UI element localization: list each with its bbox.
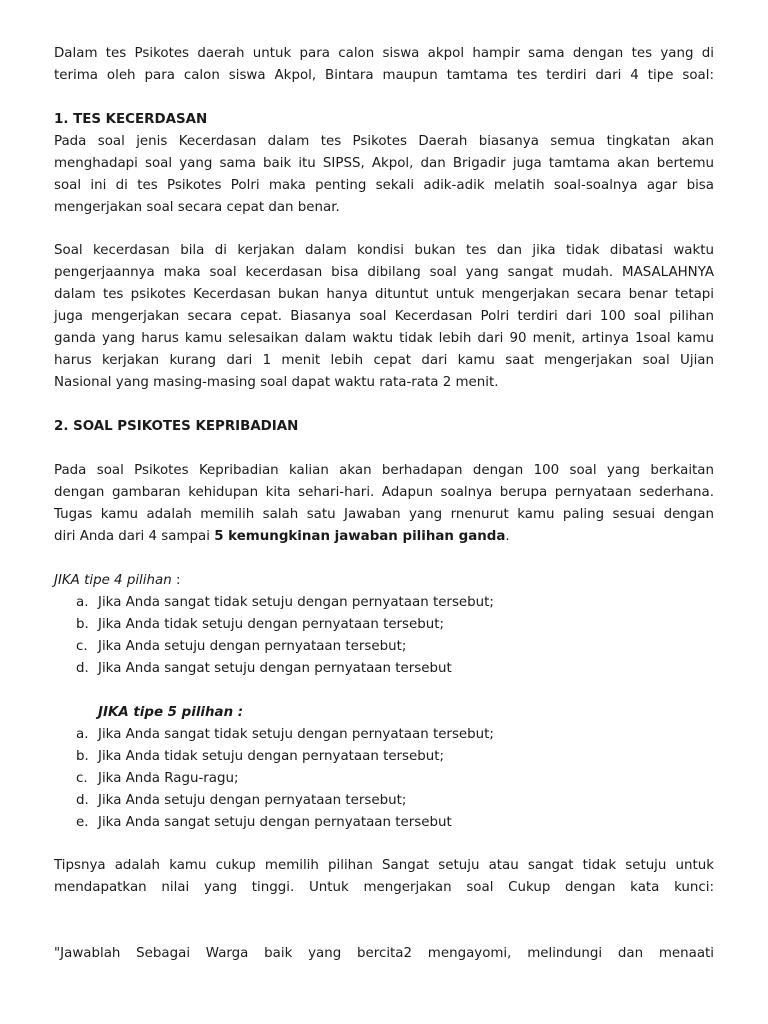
section-1-para2-line: pengerjaannya maka soal kecerdasan bisa dibilang soal yang sangat mudah. MASALAHNYA xyxy=(54,265,714,280)
tips-line: mendapatkan nilai yang tinggi. Untuk mengerjakan soal Cukup dengan kata kunci: xyxy=(54,880,714,895)
list-item-text: Jika Anda setuju dengan pernyataan tersebut; xyxy=(98,639,407,654)
section-1-para2-line: Nasional yang masing-masing soal dapat waktu rata-rata 2 menit. xyxy=(54,375,499,390)
tips-line: Tipsnya adalah kamu cukup memilih pilihan Sangat setuju atau sangat tidak setuju untuk xyxy=(54,858,714,873)
section-1-para2-line: harus kerjakan kurang dari 1 menit lebih cepat dari kamu saat mengerjakan soal Ujian xyxy=(54,353,714,368)
list-item-text: Jika Anda tidak setuju dengan pernyataan tersebut; xyxy=(98,749,445,764)
list-item-text: Jika Anda setuju dengan pernyataan tersebut; xyxy=(98,793,407,808)
list-item-text: Jika Anda Ragu-ragu; xyxy=(98,771,239,786)
section-2-heading: 2. SOAL PSIKOTES KEPRIBADIAN xyxy=(54,419,299,434)
section-1-para2-line: dalam tes psikotes Kecerdasan bukan hanya dituntut untuk mengerjakan secara benar tetapi xyxy=(54,287,714,302)
section-1-para-line: soal ini di tes Psikotes Polri maka penting sekali adik-adik melatih soal-soalnya agar bisa xyxy=(54,178,714,193)
section-2-last-line-suffix: . xyxy=(505,529,510,544)
list-4-title-suffix: : xyxy=(171,573,181,588)
list-item-text: Jika Anda sangat tidak setuju dengan pernyataan tersebut; xyxy=(98,727,494,742)
intro-line: Dalam tes Psikotes daerah untuk para calon siswa akpol hampir sama dengan tes yang di xyxy=(54,46,714,61)
section-2-para-line: Tugas kamu adalah memilih salah satu Jawaban yang rnenurut kamu paling sesuai dengan xyxy=(54,507,714,522)
list-item-text: Jika Anda sangat setuju dengan pernyataan tersebut xyxy=(98,815,452,830)
section-2-bold-phrase: 5 kemungkinan jawaban pilihan ganda xyxy=(214,529,506,544)
list-5-title: JIKA tipe 5 pilihan : xyxy=(98,705,244,720)
section-1-para2-line: juga mengerjakan secara cepat. Biasanya soal Kecerdasan Polri terdiri dari 100 soal pilihan xyxy=(54,309,714,324)
list-marker: c. xyxy=(76,639,88,654)
section-1-para-line: mengerjakan soal secara cepat dan benar. xyxy=(54,200,340,215)
section-1-para-line: Pada soal jenis Kecerdasan dalam tes Psikotes Daerah biasanya semua tingkatan akan xyxy=(54,134,714,149)
section-1-heading: 1. TES KECERDASAN xyxy=(54,112,208,127)
list-marker: d. xyxy=(76,793,89,808)
section-2-para-line: dengan gambaran kehidupan kita sehari-hari. Adapun soalnya berupa pernyataan sederhana. xyxy=(54,485,714,500)
section-1-para-line: menghadapi soal yang sama baik itu SIPSS, Akpol, dan Brigadir juga tamtama akan bertemu xyxy=(54,156,714,171)
section-1-para2-line: ganda yang harus kamu selesaikan dalam waktu tidak lebih dari 90 menit, artinya 1soal kamu xyxy=(54,331,714,346)
list-marker: a. xyxy=(76,595,89,610)
list-item-text: Jika Anda tidak setuju dengan pernyataan tersebut; xyxy=(98,617,445,632)
list-marker: b. xyxy=(76,749,89,764)
list-marker: a. xyxy=(76,727,89,742)
list-marker: c. xyxy=(76,771,88,786)
list-marker: b. xyxy=(76,617,89,632)
list-marker: d. xyxy=(76,661,89,676)
list-item-text: Jika Anda sangat tidak setuju dengan pernyataan tersebut; xyxy=(98,595,494,610)
list-item-text: Jika Anda sangat setuju dengan pernyataan tersebut xyxy=(98,661,452,676)
section-2-para-line: Pada soal Psikotes Kepribadian kalian akan berhadapan dengan 100 soal yang berkaitan xyxy=(54,463,714,478)
section-2-para-line xyxy=(54,528,714,546)
list-4-title-text: JIKA tipe 4 pilihan xyxy=(54,573,172,588)
section-1-para2-line: Soal kecerdasan bila di kerjakan dalam kondisi bukan tes dan jika tidak dibatasi waktu xyxy=(54,243,714,258)
list-4-title xyxy=(54,572,714,590)
section-2-last-line-prefix: diri Anda dari 4 sampai xyxy=(54,529,215,544)
quote-line: "Jawablah Sebagai Warga baik yang bercita2 mengayomi, melindungi dan menaati xyxy=(54,946,714,961)
intro-line: terima oleh para calon siswa Akpol, Bintara maupun tamtama tes terdiri dari 4 tipe soal: xyxy=(54,68,714,83)
list-marker: e. xyxy=(76,815,89,830)
